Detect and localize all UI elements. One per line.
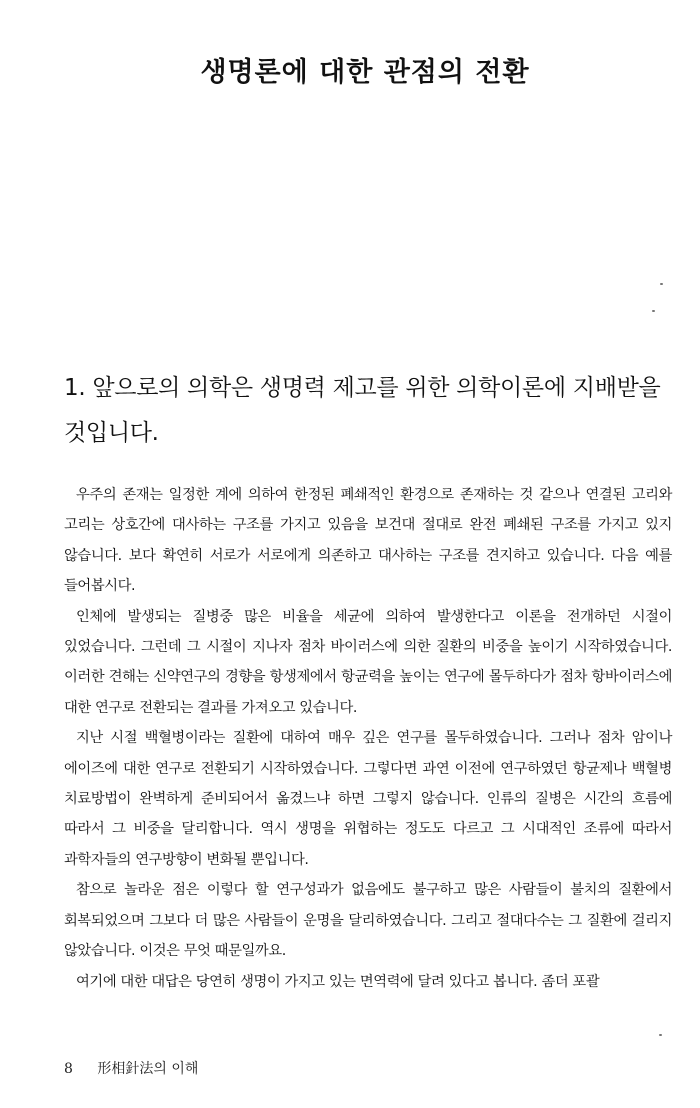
page-footer: [64, 1058, 198, 1078]
body-text: [64, 480, 672, 997]
page-number: 8: [64, 1061, 73, 1077]
paragraph: 인체에 발생되는 질병중 많은 비율을 세균에 의하여 발생한다고 이론을 전개하던 시절이 있었습니다. 그런데 그 시절이 지나자 점차 바이러스에 의한 질환의 비중을 높이기 시작하였습니다. 이러한 견해는 신약연구의 경향을 항생제에서 항균력을 높이는 연구에 몰두하다가 점차 항바이러스에 대한 연구로 전환되는 결과를 가져오고 있습니다.: [64, 608, 672, 716]
paragraph: 지난 시절 백혈병이라는 질환에 대하여 매우 깊은 연구를 몰두하였습니다. 그러나 점차 암이나 에이즈에 대한 연구로 전환되기 시작하였습니다. 그렇다면 과연 이전에 연구하였던 항균제나 백혈병 치료방법이 완벽하게 준비되어서 옮겼느냐 하면 그렇지 않습니다. 인류의 질병은 시간의 흐름에 따라서 그 비중을 달리합니다. 역시 생명을 위협하는 정도도 다르고 그 시대적인 조류에 따라서 과학자들의 연구방향이 변화될 뿐입니다.: [64, 730, 672, 868]
scan-speck: [659, 1034, 662, 1036]
scan-speck: [652, 310, 655, 312]
section-heading: 1. 앞으로의 의학은 생명력 제고를 위한 의학이론에 지배받을 것입니다.: [64, 375, 661, 446]
running-title: 形相針法의 이해: [97, 1061, 199, 1077]
page-title: 생명론에 대한 관점의 전환: [200, 57, 530, 88]
scan-speck: [660, 283, 663, 285]
paragraph: 참으로 놀라운 점은 이렇다 할 연구성과가 없음에도 불구하고 많은 사람들이 불치의 질환에서 회복되었으며 그보다 더 많은 사람들이 운명을 달리하였습니다. 그리고 절대다수는 그 질환에 걸리지 않았습니다. 이것은 무엇 때문일까요.: [64, 882, 672, 960]
paragraph: 우주의 존재는 일정한 계에 의하여 한정된 폐쇄적인 환경으로 존재하는 것 같으나 연결된 고리와 고리는 상호간에 대사하는 구조를 가지고 있음을 보건대 절대로 완전 폐쇄된 구조를 가지고 있지 않습니다. 보다 확연히 서로가 서로에게 의존하고 대사하는 구조를 견지하고 있습니다. 다음 예를 들어봅시다.: [64, 487, 672, 595]
paragraph: 여기에 대한 대답은 당연히 생명이 가지고 있는 면역력에 달려 있다고 봅니다. 좀더 포괄: [76, 973, 600, 990]
